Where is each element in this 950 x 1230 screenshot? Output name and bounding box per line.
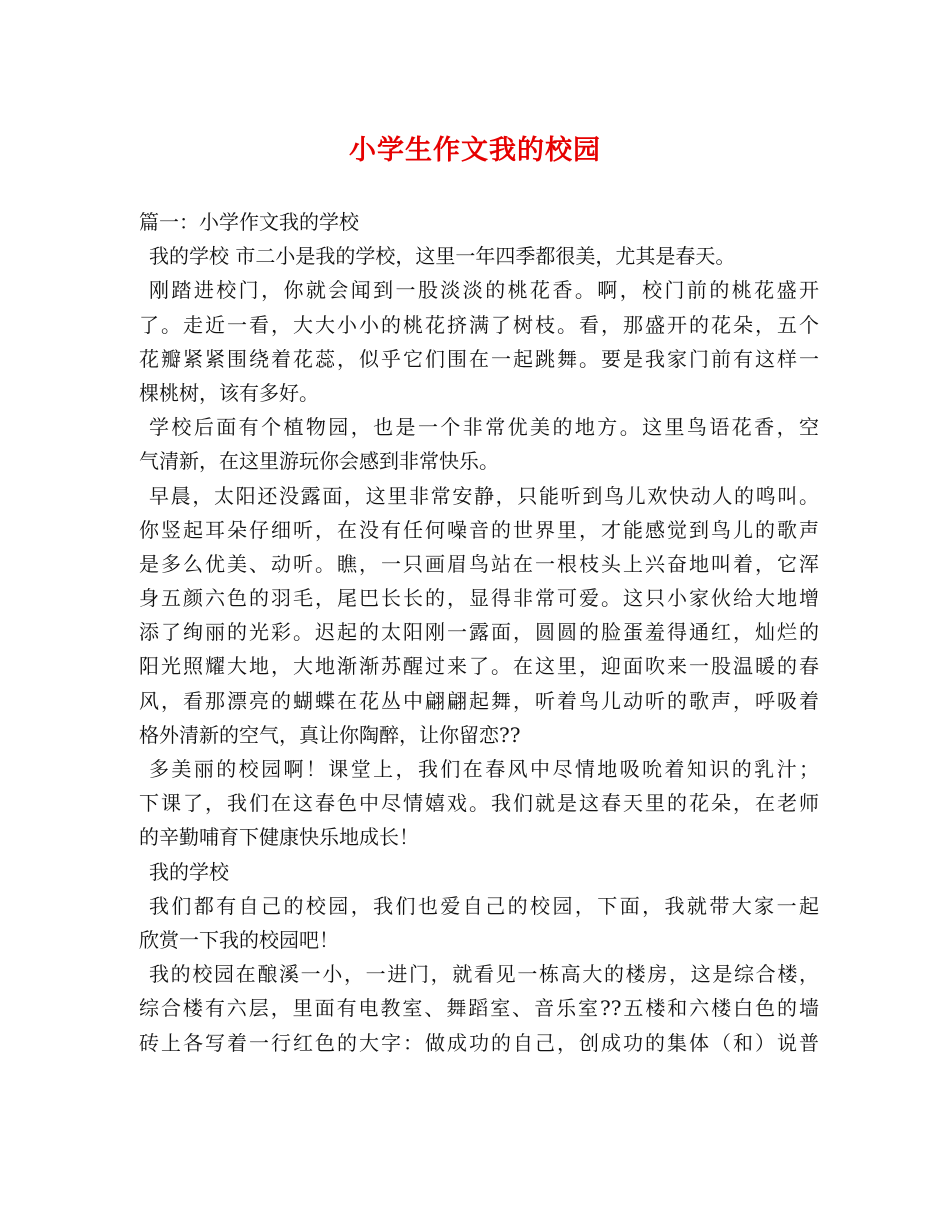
text-line: 篇一：小学作文我的学校	[139, 210, 359, 234]
text-line: 阳光照耀大地，大地渐渐苏醒过来了。在这里，迎面吹来一股温暖的春	[139, 654, 819, 679]
text-line: 我的学校 市二小是我的学校，这里一年四季都很美，尤其是春天。	[149, 244, 736, 269]
text-line: 多美丽的校园啊！课堂上，我们在春风中尽情地吸吮着知识的乳汁；	[149, 757, 819, 781]
text-line: 综合楼有六层，里面有电教室、舞蹈室、音乐室??五楼和六楼白色的墙	[139, 996, 819, 1021]
text-line: 我们都有自己的校园，我们也爱自己的校园，下面，我就带大家一起	[149, 893, 819, 918]
text-line: 添了绚丽的光彩。迟起的太阳刚一露面，圆圆的脸蛋羞得通红，灿烂的	[139, 620, 819, 645]
text-line: 的辛勤哺育下健康快乐地成长！	[139, 825, 419, 850]
text-line: 花瓣紧紧围绕着花蕊，似乎它们围在一起跳舞。要是我家门前有这样一	[139, 346, 819, 371]
document-body	[139, 205, 819, 1060]
text-line: 了。走近一看，大大小小的桃花挤满了树枝。看，那盛开的花朵，五个	[139, 312, 819, 337]
text-line: 早晨，太阳还没露面，这里非常安静，只能听到鸟儿欢快动人的鸣叫。	[149, 483, 819, 508]
text-line: 学校后面有个植物园，也是一个非常优美的地方。这里鸟语花香，空	[149, 415, 819, 440]
text-line: 你竖起耳朵仔细听，在没有任何噪音的世界里，才能感觉到鸟儿的歌声	[139, 517, 819, 542]
text-line: 棵桃树，该有多好。	[139, 380, 319, 405]
document-title: 小学生作文我的校园	[349, 135, 601, 166]
text-line: 气清新，在这里游玩你会感到非常快乐。	[139, 449, 499, 474]
text-line: 风，看那漂亮的蝴蝶在花丛中翩翩起舞，听着鸟儿动听的歌声，呼吸着	[139, 688, 819, 713]
text-line: 下课了，我们在这春色中尽情嬉戏。我们就是这春天里的花朵，在老师	[139, 791, 819, 816]
text-line: 砖上各写着一行红色的大字：做成功的自己，创成功的集体（和）说普	[139, 1030, 819, 1055]
text-line: 欣赏一下我的校园吧！	[139, 927, 339, 952]
text-line: 身五颜六色的羽毛，尾巴长长的，显得非常可爱。这只小家伙给大地增	[139, 586, 819, 611]
text-line: 我的校园在酿溪一小，一进门，就看见一栋高大的楼房，这是综合楼，	[149, 962, 819, 987]
text-line: 刚踏进校门，你就会闻到一股淡淡的桃花香。啊，校门前的桃花盛开	[149, 278, 819, 303]
text-line: 格外清新的空气，真让你陶醉，让你留恋??	[139, 722, 521, 747]
text-line: 我的学校	[149, 859, 229, 884]
text-line: 是多么优美、动听。瞧，一只画眉鸟站在一根枝头上兴奋地叫着，它浑	[139, 551, 819, 576]
